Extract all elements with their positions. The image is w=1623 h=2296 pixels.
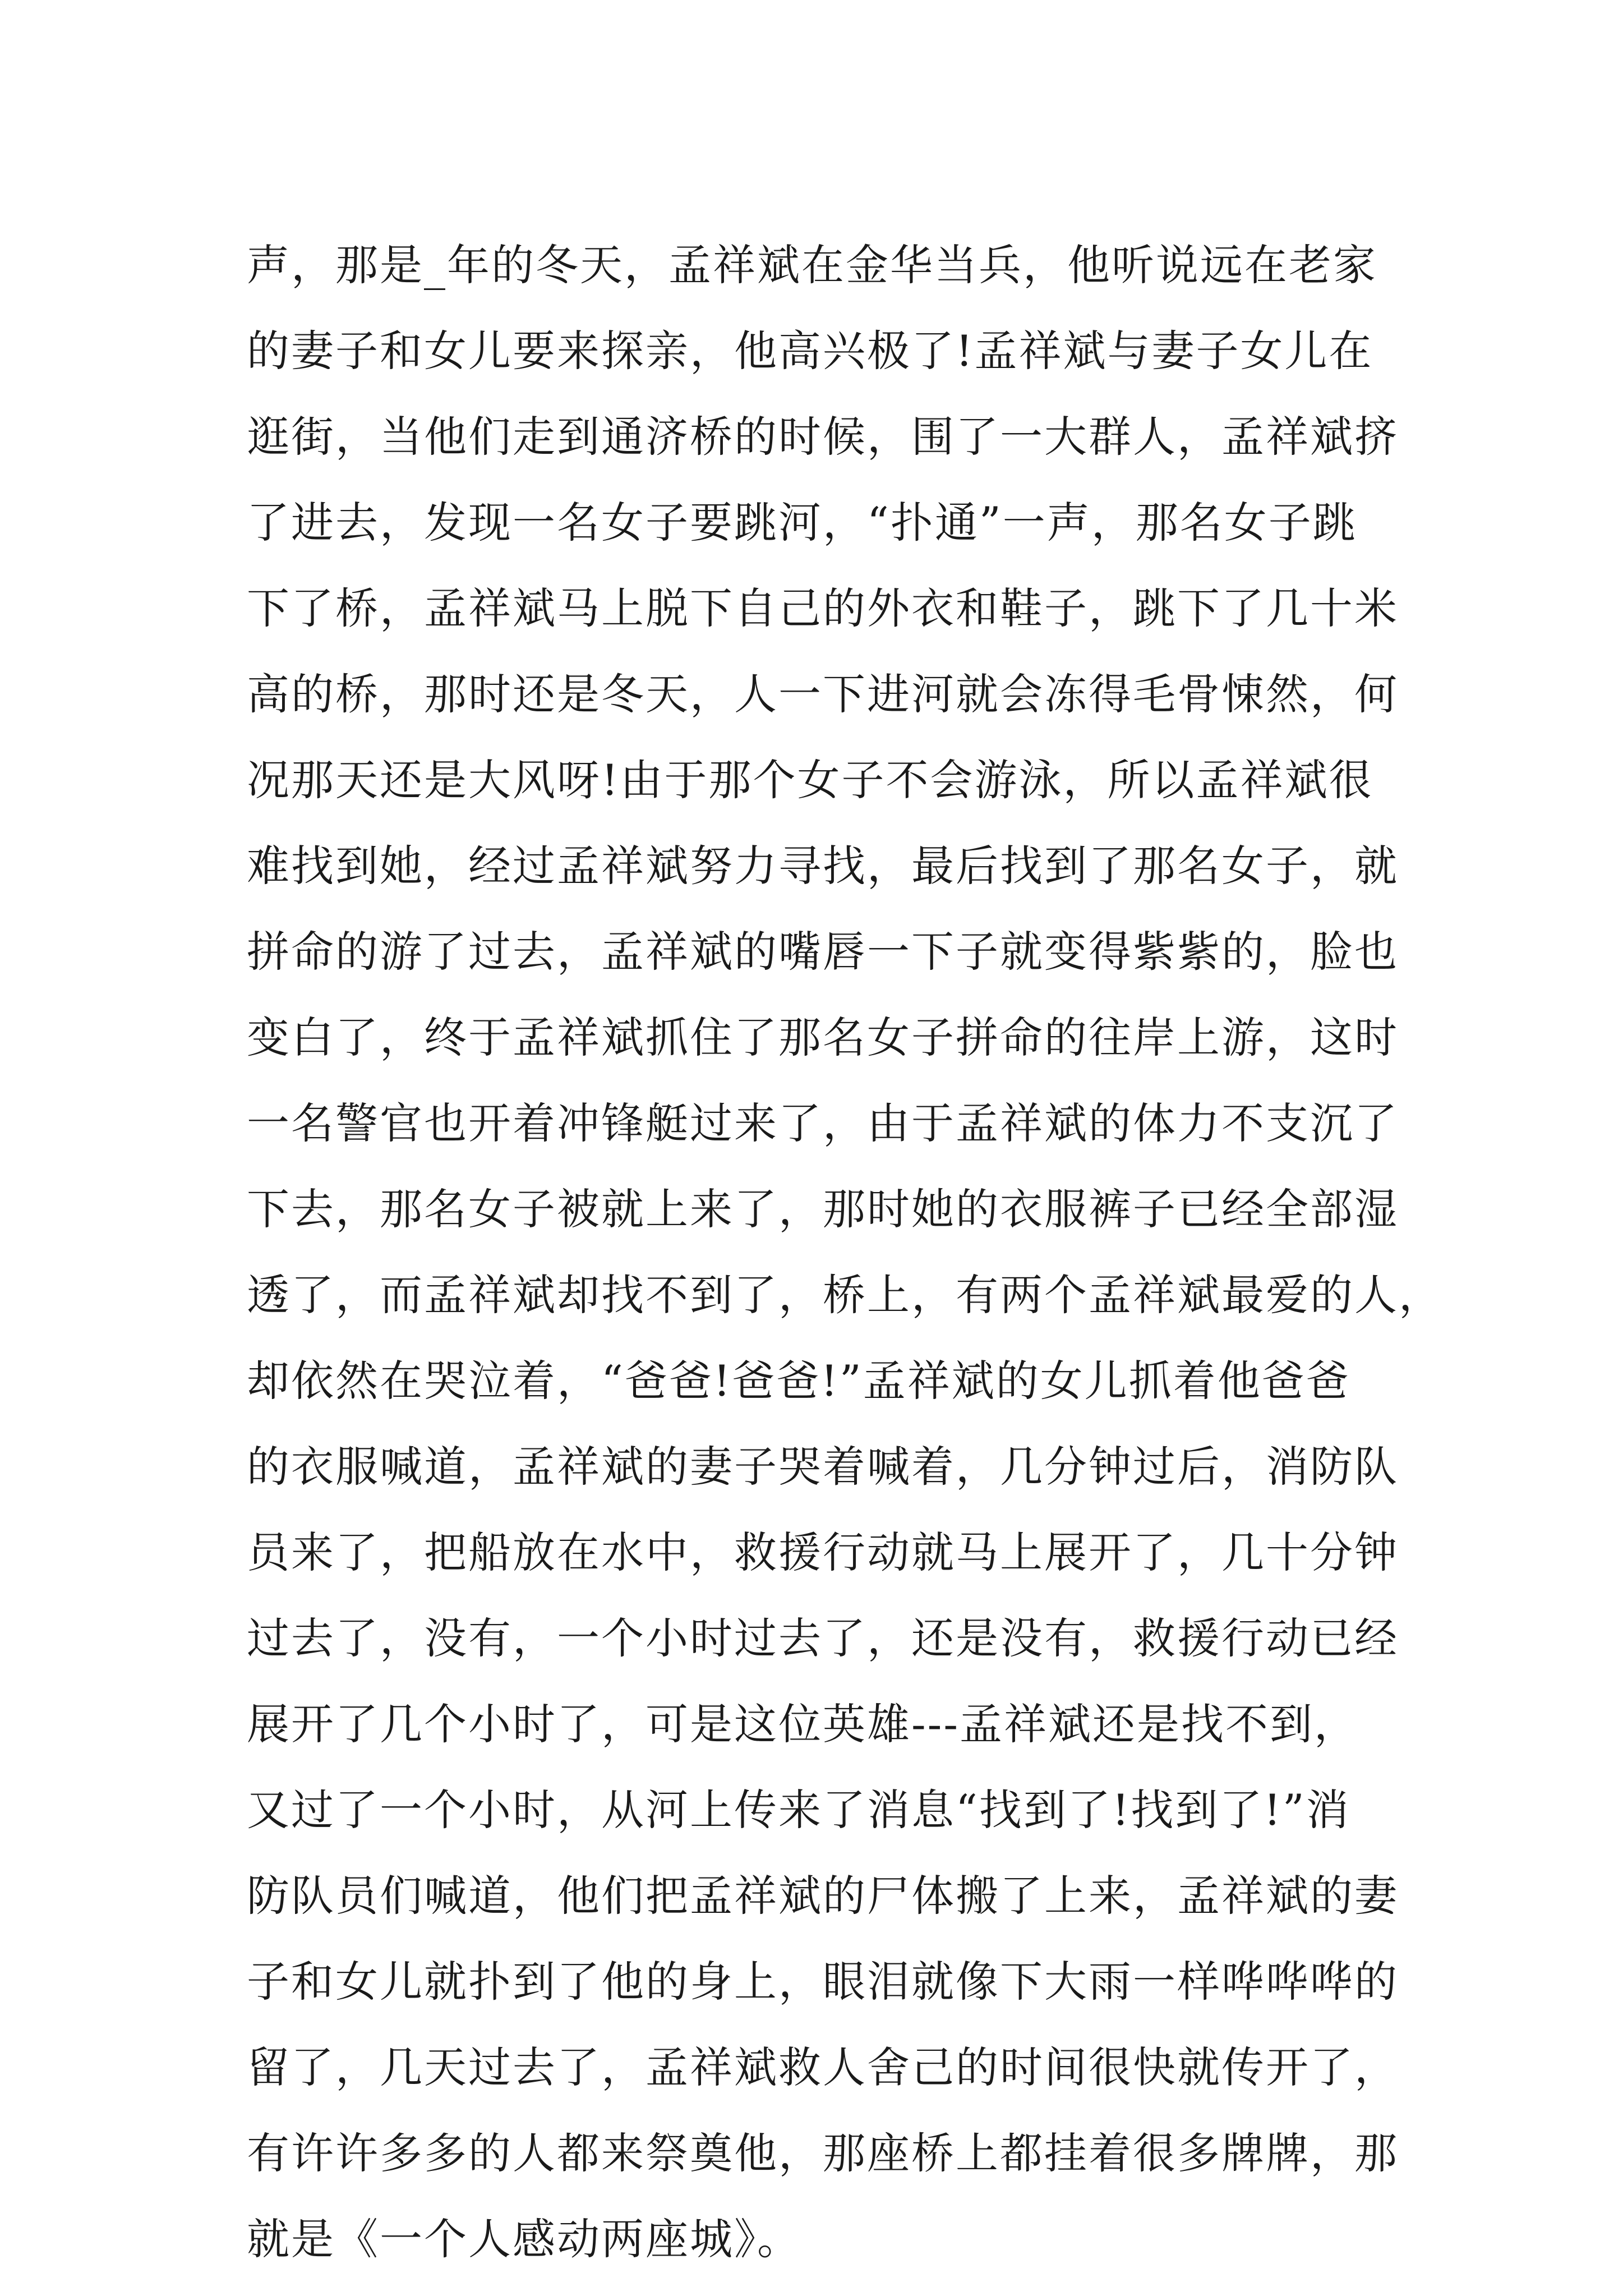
text-line: 有许许多多的人都来祭奠他，那座桥上都挂着很多牌牌，那 bbox=[247, 2128, 1399, 2178]
text-line: 透了，而孟祥斌却找不到了，桥上，有两个孟祥斌最爱的人， bbox=[247, 1270, 1443, 1320]
text-line: 展开了几个小时了，可是这位英雄---孟祥斌还是找不到， bbox=[247, 1699, 1359, 1749]
text-line: 声，那是_年的冬天，孟祥斌在金华当兵，他听说远在老家 bbox=[247, 240, 1377, 290]
text-line: 逛街，当他们走到通济桥的时候，围了一大群人，孟祥斌挤 bbox=[247, 412, 1399, 462]
body-text bbox=[247, 222, 1443, 2282]
text-line: 难找到她，经过孟祥斌努力寻找，最后找到了那名女子，就 bbox=[247, 841, 1399, 891]
text-line: 下了桥，孟祥斌马上脱下自己的外衣和鞋子，跳下了几十米 bbox=[247, 583, 1399, 633]
text-line: 了进去，发现一名女子要跳河，“扑通”一声，那名女子跳 bbox=[247, 498, 1357, 547]
text-line: 留了，几天过去了，孟祥斌救人舍己的时间很快就传开了， bbox=[247, 2042, 1399, 2092]
text-line: 况那天还是大风呀!由于那个女子不会游泳，所以孟祥斌很 bbox=[247, 755, 1373, 805]
text-line: 却依然在哭泣着，“爸爸!爸爸!”孟祥斌的女儿抓着他爸爸 bbox=[247, 1356, 1350, 1406]
text-line: 高的桥，那时还是冬天，人一下进河就会冻得毛骨悚然，何 bbox=[247, 669, 1399, 719]
text-line: 变白了，终于孟祥斌抓住了那名女子拼命的往岸上游，这时 bbox=[247, 1013, 1399, 1062]
text-line: 防队员们喊道，他们把孟祥斌的尸体搬了上来，孟祥斌的妻 bbox=[247, 1871, 1399, 1921]
text-line: 员来了，把船放在水中，救援行动就马上展开了，几十分钟 bbox=[247, 1527, 1399, 1577]
text-line: 拼命的游了过去，孟祥斌的嘴唇一下子就变得紫紫的，脸也 bbox=[247, 927, 1399, 977]
text-line: 子和女儿就扑到了他的身上，眼泪就像下大雨一样哗哗哗的 bbox=[247, 1957, 1399, 2007]
text-line: 的妻子和女儿要来探亲，他高兴极了!孟祥斌与妻子女儿在 bbox=[247, 326, 1373, 376]
text-line: 过去了，没有，一个小时过去了，还是没有，救援行动已经 bbox=[247, 1613, 1399, 1663]
text-line: 又过了一个小时，从河上传来了消息“找到了!找到了!”消 bbox=[247, 1785, 1350, 1835]
text-line: 一名警官也开着冲锋艇过来了，由于孟祥斌的体力不支沉了 bbox=[247, 1098, 1399, 1148]
text-line: 的衣服喊道，孟祥斌的妻子哭着喊着，几分钟过后，消防队 bbox=[247, 1442, 1399, 1492]
text-line: 就是《一个人感动两座城》。 bbox=[247, 2214, 801, 2264]
text-line: 下去，那名女子被就上来了，那时她的衣服裤子已经全部湿 bbox=[247, 1184, 1399, 1234]
